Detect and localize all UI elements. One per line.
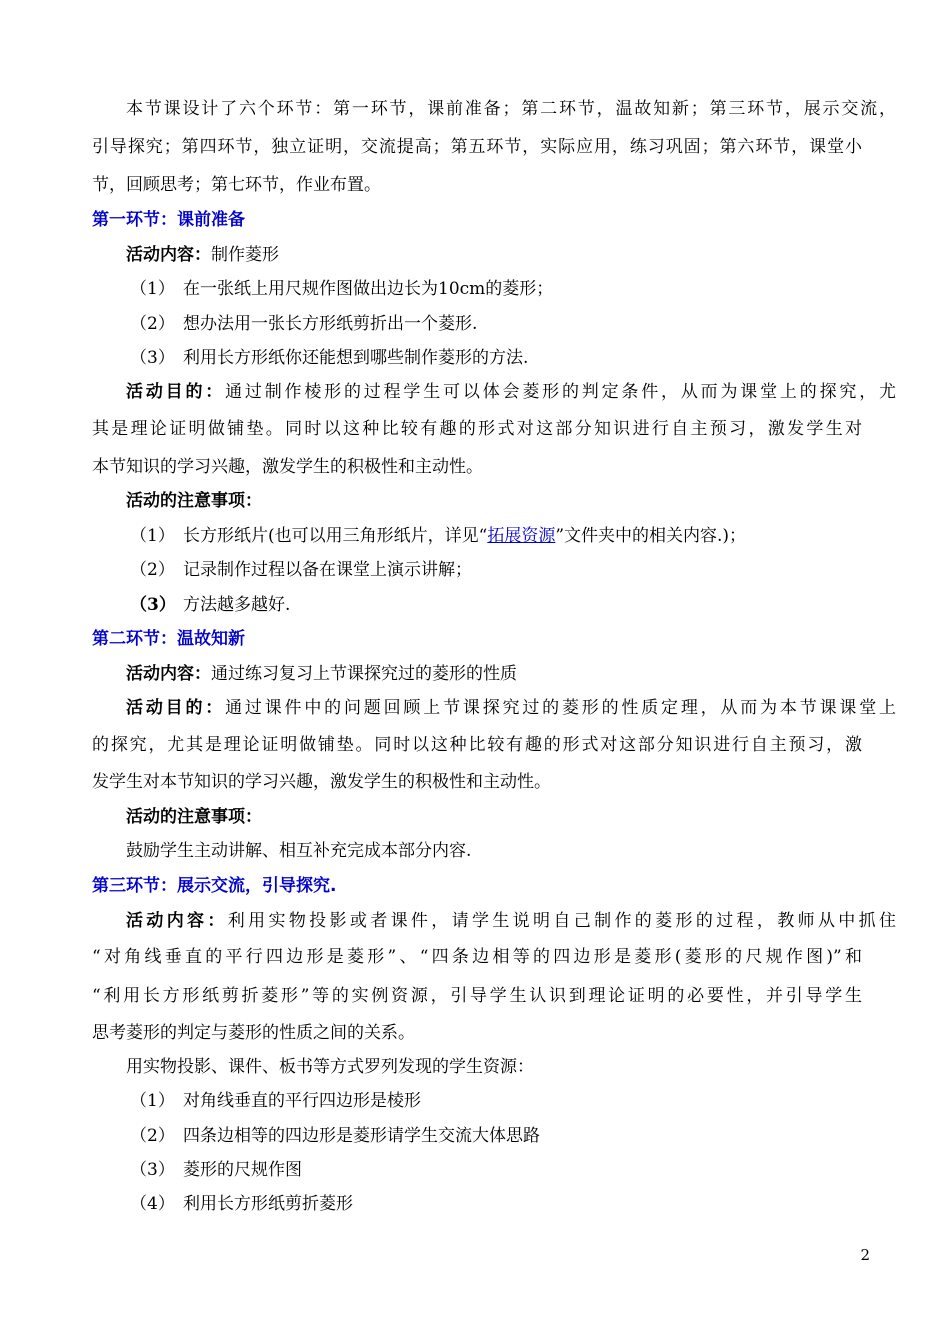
s3-item-number: （2） (130, 1126, 175, 1146)
section-1-heading: 第一环节：课前准备 (92, 210, 245, 230)
s2-purpose-line-2: 的探究，尤其是理论证明做铺垫。同时以这种比较有趣的形式对这部分知识进行自主预习，激 (92, 735, 862, 755)
s3-content-line-3: “利用长方形纸剪折菱形”等的实例资源，引导学生认识到理论证明的必要性，并引导学生 (92, 986, 862, 1006)
s2-purpose-line-1 (126, 697, 896, 719)
s1-list-item (130, 278, 900, 300)
s1-purpose-text-1: 通过制作棱形的过程学生可以体会菱形的判定条件，从而为课堂上的探究，尤 (225, 382, 897, 402)
s3-item-text: 菱形的尺规作图 (183, 1160, 302, 1180)
s1-content-text: 制作菱形 (211, 245, 279, 265)
section-3-heading: 第三环节：展示交流，引导探究. (92, 876, 337, 896)
s3-resources-intro: 用实物投影、课件、板书等方式罗列发现的学生资源： (126, 1057, 534, 1077)
s3-content-label: 活动内容： (126, 911, 228, 931)
s2-purpose-line-3: 发学生对本节知识的学习兴趣，激发学生的积极性和主动性。 (92, 772, 551, 792)
s1-item-text: 想办法用一张长方形纸剪折出一个菱形. (183, 314, 478, 334)
s1-notes-label: 活动的注意事项： (126, 491, 262, 511)
s3-item-number: （4） (130, 1194, 175, 1214)
s3-list-item (130, 1159, 900, 1181)
s1-list-item (130, 313, 900, 335)
s1-note-text: 方法越多越好. (183, 595, 291, 615)
s1-purpose-line-2: 其是理论证明做铺垫。同时以这种比较有趣的形式对这部分知识进行自主预习，激发学生对 (92, 419, 862, 439)
s1-content-label: 活动内容： (126, 245, 211, 265)
s2-purpose-label: 活动目的： (126, 698, 226, 718)
s3-list-item (130, 1090, 900, 1112)
s3-item-number: （1） (130, 1091, 175, 1111)
s1-item-number: （2） (130, 314, 175, 334)
s1-note-text: 记录制作过程以备在课堂上演示讲解； (183, 560, 472, 580)
s2-notes-label: 活动的注意事项： (126, 807, 262, 827)
s1-item-text: 利用长方形纸你还能想到哪些制作菱形的方法. (183, 348, 529, 368)
s1-note-text-pre: 长方形纸片(也可以用三角形纸片，详见“ (183, 526, 488, 546)
s3-content-line-4: 思考菱形的判定与菱形的性质之间的关系。 (92, 1023, 415, 1043)
intro-line-3: 节，回顾思考；第七环节，作业布置。 (92, 175, 381, 195)
s2-notes-text: 鼓励学生主动讲解、相互补充完成本部分内容. (126, 841, 472, 861)
s3-item-number: （3） (130, 1160, 175, 1180)
s3-content-line-2: “对角线垂直的平行四边形是菱形”、“四条边相等的四边形是菱形(菱形的尺规作图)”和 (92, 947, 862, 967)
s1-item-number: （1） (130, 279, 175, 299)
s3-list-item (130, 1125, 900, 1147)
s1-purpose-line-3: 本节知识的学习兴趣，激发学生的积极性和主动性。 (92, 457, 483, 477)
s2-activity-content (126, 663, 896, 685)
s1-list-item (130, 347, 900, 369)
s2-purpose-text-1: 通过课件中的问题回顾上节课探究过的菱形的性质定理，从而为本节课课堂上 (225, 698, 897, 718)
s1-item-number: （3） (130, 348, 175, 368)
s3-item-text: 利用长方形纸剪折菱形 (183, 1194, 353, 1214)
s1-note-item (130, 594, 900, 616)
s1-item-text: 在一张纸上用尺规作图做出边长为10cm的菱形； (183, 279, 554, 299)
intro-line-2: 引导探究；第四环节，独立证明，交流提高；第五环节，实际应用，练习巩固；第六环节，课堂小 (92, 137, 862, 157)
s1-activity-content (126, 244, 896, 266)
s2-content-text: 通过练习复习上节课探究过的菱形的性质 (211, 664, 517, 684)
s3-item-text: 对角线垂直的平行四边形是棱形 (183, 1091, 421, 1111)
s1-note-number: （2） (130, 560, 175, 580)
s3-content-line-1 (126, 910, 896, 932)
s1-note-item (130, 525, 900, 547)
s3-list-item (130, 1193, 900, 1215)
s1-purpose-line-1 (126, 381, 896, 403)
section-2-heading: 第二环节：温故知新 (92, 629, 245, 649)
s1-note-number: （3） (130, 595, 176, 615)
s3-content-text-1: 利用实物投影或者课件，请学生说明自己制作的菱形的过程，教师从中抓住 (227, 911, 897, 931)
s2-content-label: 活动内容： (126, 664, 211, 684)
intro-line-1: 本节课设计了六个环节：第一环节，课前准备；第二环节，温故知新；第三环节，展示交流， (126, 99, 896, 119)
s1-note-text-post: ”文件夹中的相关内容.)； (555, 526, 747, 546)
extended-resources-link[interactable]: 拓展资源 (487, 526, 556, 546)
s1-note-item (130, 559, 900, 581)
s1-purpose-label: 活动目的： (126, 382, 226, 402)
s1-note-number: （1） (130, 526, 175, 546)
page-number: 2 (860, 1246, 870, 1264)
s3-item-text: 四条边相等的四边形是菱形请学生交流大体思路 (183, 1126, 540, 1146)
